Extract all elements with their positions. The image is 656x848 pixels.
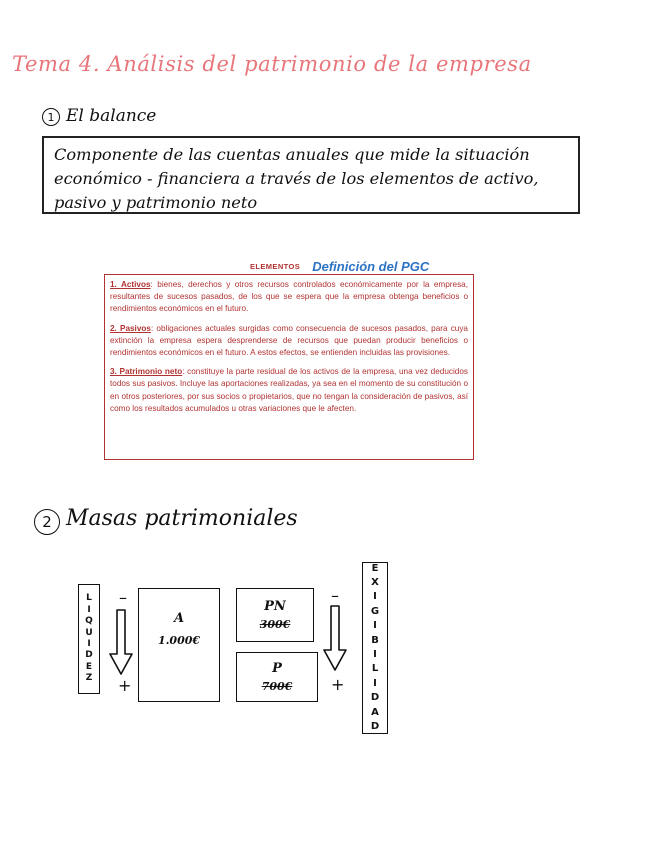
definition-patrimonio-neto (110, 366, 468, 415)
plus-sign: + (331, 675, 345, 694)
definition-text: : obligaciones actuales surgidas como consecuencia de sucesos pasados, para cuya extinción la empresa espera desprenderse de recursos que puedan producir beneficios o rendimientos económicos en el futuro. A estos efectos, se entienden incluidas las provisiones. (110, 323, 468, 358)
definition-text: : bienes, derechos y otros recursos controlados económicamente por la empresa, resultantes de sucesos pasados, de los que se espera que la empresa obtenga beneficios o rendimientos económicos en el futuro. (110, 280, 469, 314)
pgc-definitions-box (104, 274, 474, 460)
exigibilidad-letter: X (371, 576, 379, 588)
pasivo-label: P (272, 661, 282, 676)
exigibilidad-letter: A (371, 706, 379, 718)
activo-amount: 1.000€ (157, 634, 201, 647)
liquidez-letter: I (87, 639, 91, 649)
exigibilidad-letter: I (373, 620, 377, 632)
pgc-heading (250, 256, 429, 275)
liquidez-letter: Q (85, 616, 93, 627)
section-1-title: El balance (66, 106, 157, 126)
balance-definition-text: Componente de las cuentas anuales que mide la situación económico - financiera a través de los elementos de activo, pasivo y patrimonio neto (54, 145, 539, 212)
exigibilidad-letter: D (370, 692, 380, 704)
exigibilidad-label-box (362, 562, 388, 734)
definition-term: 3. Patrimonio neto (110, 367, 183, 377)
exigibilidad-letter: L (371, 663, 379, 675)
definition-term: 1. Activos (110, 280, 151, 289)
section-2-number: 2 (34, 509, 60, 535)
patrimonio-neto-amount: 300€ (259, 618, 291, 631)
plus-sign: + (118, 676, 132, 695)
down-arrow-icon (322, 604, 348, 672)
definition-text: : constituye la parte residual de los activos de la empresa, una vez deducidos todos sus pasivos. Incluye las aportaciones realizadas, ya sea en el momento de su constitución o en otros posteriores, por sus socios o propietarios, que no tengan la consideración de pasivos, así como los resultados acumulados u otras variaciones que le afecten. (110, 367, 469, 413)
page-title: Tema 4. Análisis del patrimonio de la empresa (12, 52, 532, 76)
minus-sign: – (119, 588, 127, 607)
liquidez-letter: E (85, 661, 93, 672)
liquidez-letter: U (85, 627, 93, 638)
definition-activos (110, 279, 468, 316)
activo-label: A (173, 611, 185, 626)
section-2-title: Masas patrimoniales (66, 506, 298, 531)
patrimonio-neto-label: PN (264, 599, 286, 614)
exigibilidad-letter: I (373, 591, 377, 603)
liquidez-letter: I (87, 604, 91, 615)
exigibilidad-letter: E (371, 562, 379, 574)
liquidez-letter: L (86, 593, 92, 604)
exigibilidad-letter: I (373, 677, 377, 689)
section-1-number: 1 (42, 108, 60, 126)
exigibilidad-letter: B (371, 634, 379, 646)
liquidez-letter: Z (85, 673, 93, 684)
patrimonio-neto-box (236, 588, 314, 642)
liquidez-letter: D (85, 650, 93, 661)
activo-box (138, 588, 220, 702)
liquidez-label-box (78, 584, 100, 694)
exigibilidad-letter: G (370, 605, 380, 617)
pasivo-box (236, 652, 318, 702)
exigibilidad-letter: I (373, 649, 377, 660)
definition-term: 2. Pasivos (110, 323, 151, 333)
exigibilidad-letter: D (370, 721, 380, 733)
definition-pasivos (110, 323, 468, 360)
balance-definition-box (42, 136, 580, 214)
pasivo-amount: 700€ (261, 680, 293, 693)
pgc-title: Definición del PGC (312, 259, 430, 274)
down-arrow-icon (108, 608, 134, 676)
minus-sign: – (331, 586, 339, 605)
pgc-tag: ELEMENTOS (250, 262, 301, 271)
